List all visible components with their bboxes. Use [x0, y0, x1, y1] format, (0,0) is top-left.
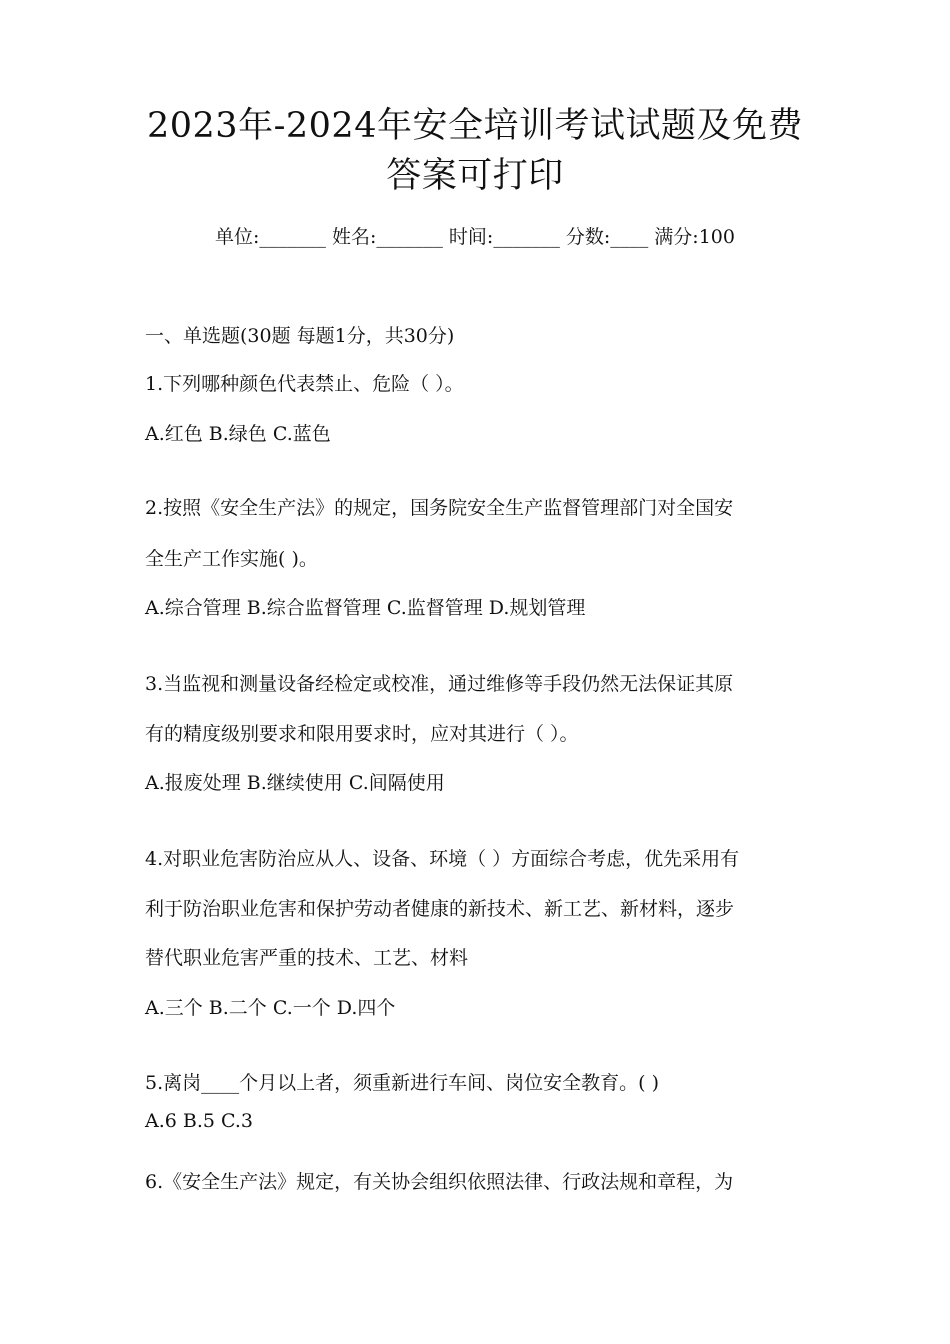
- question-1-options: A.红色 B.绿色 C.蓝色: [145, 423, 331, 445]
- question-4-text-line-1: 4.对职业危害防治应从人、设备、环境（ ）方面综合考虑，优先采用有: [145, 848, 740, 870]
- question-4-text-line-2: 利于防治职业危害和保护劳动者健康的新技术、新工艺、新材料，逐步: [145, 898, 735, 920]
- question-3-text-line-2: 有的精度级别要求和限用要求时，应对其进行（ ）。: [145, 723, 579, 745]
- exam-info-line: 单位:_______ 姓名:_______ 时间:_______ 分数:____ 满分:100: [215, 226, 735, 248]
- question-5-options: A.6 B.5 C.3: [145, 1110, 254, 1132]
- question-1-text: 1.下列哪种颜色代表禁止、危险（ ）。: [145, 373, 464, 395]
- question-4-options: A.三个 B.二个 C.一个 D.四个: [145, 997, 396, 1019]
- section-heading: 一、单选题(30题 每题1分，共30分): [145, 325, 455, 347]
- question-3-text-line-1: 3.当监视和测量设备经检定或校准，通过维修等手段仍然无法保证其原: [145, 673, 734, 695]
- document-title-line-1: 2023年-2024年安全培训考试试题及免费: [147, 106, 803, 146]
- document-title-line-2: 答案可打印: [386, 156, 564, 196]
- question-6-text-line-1: 6.《安全生产法》规定，有关协会组织依照法律、行政法规和章程，为: [145, 1171, 734, 1193]
- question-5-text: 5.离岗____个月以上者，须重新进行车间、岗位安全教育。( ): [145, 1072, 659, 1094]
- question-2-text-line-2: 全生产工作实施( )。: [145, 548, 318, 570]
- question-2-text-line-1: 2.按照《安全生产法》的规定，国务院安全生产监督管理部门对全国安: [145, 497, 734, 519]
- question-4-text-line-3: 替代职业危害严重的技术、工艺、材料: [145, 947, 469, 969]
- question-2-options: A.综合管理 B.综合监督管理 C.监督管理 D.规划管理: [145, 597, 586, 619]
- question-3-options: A.报废处理 B.继续使用 C.间隔使用: [145, 772, 445, 794]
